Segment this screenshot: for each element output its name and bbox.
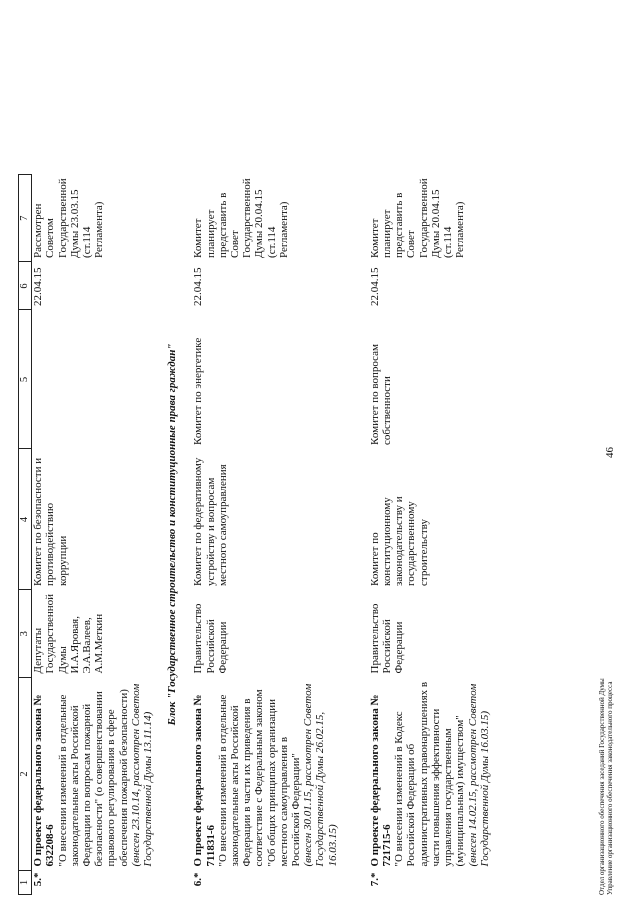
co-committee-cell: Комитет по энергетике [192, 337, 205, 445]
row-spacer [339, 174, 369, 894]
bill-title: О проекте федерального закона № 721715-6 [368, 694, 394, 867]
column-header: 7 [19, 174, 32, 262]
bill-meta: (внесен 14.02.15, рассмотрен Советом Государственной Думы 16.03.15) [466, 683, 491, 867]
table-row [192, 174, 338, 894]
bill-body: "О внесении изменений в отдельные законодательные акты Российской Федерации по вопросам пожарной безопасности" (о совершенствовании правового регулирования в сфере обеспечения пожарной безопасности) [56, 689, 130, 867]
table-row [32, 174, 155, 894]
bill-body: "О внесении изменений в Кодекс Российской Федерации об административных правонарушениях в части повышения эффективности управления государственным (муниципальным) имуществом" [393, 681, 467, 867]
bill-meta: (внесен 30.01.15, рассмотрен Советом Государственной Думы 26.02.15, 16.03.15) [302, 683, 339, 867]
note-cell: Комитет планирует представить в Совет Государственной Думы 20.04.15 (ст.114 Регламента) [192, 178, 290, 258]
column-header: 2 [19, 678, 32, 871]
column-header: 1 [19, 871, 32, 895]
column-header: 6 [19, 262, 32, 310]
column-header-row [19, 174, 32, 894]
row-number: 5.* [32, 872, 45, 887]
bill-title: О проекте федерального закона № 711831-6 [192, 694, 217, 867]
bill-body: "О внесении изменений в отдельные законодательные акты Российской Федерации в части их приведения в соответствие с Федеральным законом "Об общих принципах организации местного самоуправления в Российской Федерации" [216, 689, 303, 867]
page-number: 46 [604, 447, 616, 458]
initiator-cell: Депутаты Государственной Думы И.А.Яровая, Э.А.Валеев, А.М.Меткин [32, 593, 106, 674]
note-cell: Рассмотрен Советом Государственной Думы 23.03.15 (ст.114 Регламента) [32, 178, 106, 258]
committee-cell: Комитет по конституционному законодательству и государственному строительству [368, 496, 430, 586]
bill-description [32, 678, 155, 871]
initiator-cell: Правительство Российской Федерации [192, 603, 229, 674]
bill-description [192, 678, 338, 871]
bill-title: О проекте федерального закона № 632208-6 [32, 694, 57, 867]
committee-cell: Комитет по безопасности и противодействию коррупции [32, 457, 69, 586]
table-row [369, 174, 491, 894]
bill-description [369, 678, 491, 871]
co-committee-cell [32, 310, 155, 449]
committee-cell: Комитет по федеративному устройству и вопросам местного самоуправления [192, 457, 229, 586]
agenda-table [18, 174, 491, 895]
block-heading: Блок "Государственное строительство и конституционные права граждан" [166, 343, 179, 726]
column-header: 4 [19, 449, 32, 590]
bill-meta: (внесен 23.10.14, рассмотрен Советом Государственной Думы 13.11.14) [129, 683, 155, 867]
column-header: 3 [19, 590, 32, 678]
co-committee-cell: Комитет по вопросам собственности [368, 344, 394, 445]
block-heading-row [154, 174, 192, 894]
footer-line-2: Управление организационного обеспечения законодательного процесса [606, 681, 614, 895]
footer-line-1: Отдел организационного обеспечения заседаний Государственной Думы [598, 678, 606, 895]
date-cell: 22.04.15 [192, 267, 205, 306]
row-number: 6.* [192, 872, 205, 887]
row-number: 7.* [368, 872, 381, 887]
column-header: 5 [19, 310, 32, 449]
date-cell: 22.04.15 [368, 267, 381, 306]
note-cell: Комитет планирует представить в Совет Государственной Думы 20.04.15 (ст.114 Регламента) [368, 178, 467, 258]
date-cell: 22.04.15 [32, 267, 45, 306]
initiator-cell: Правительство Российской Федерации [368, 603, 406, 674]
